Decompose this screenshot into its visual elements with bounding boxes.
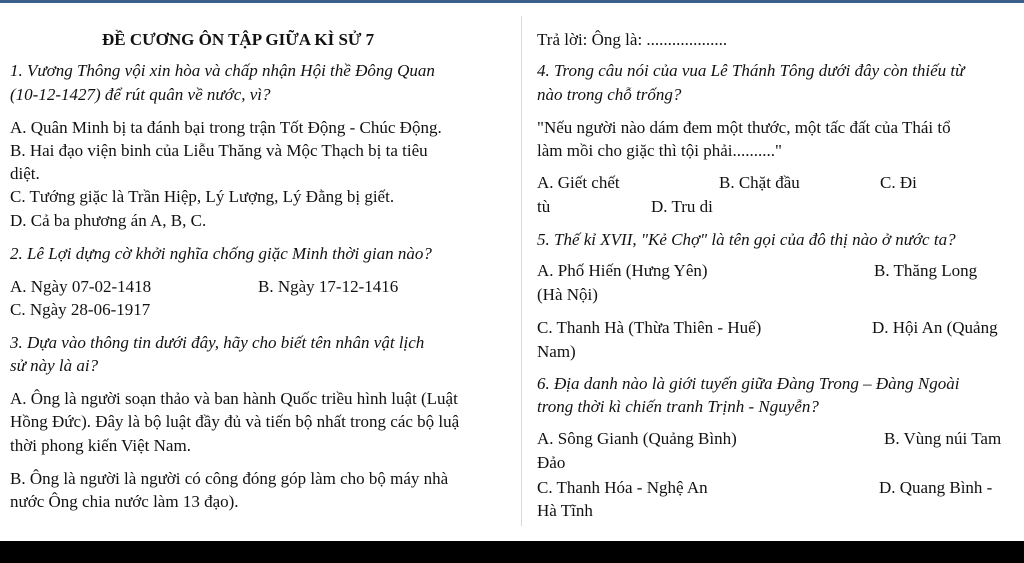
q2-option-c: C. Ngày 28-06-1917: [10, 300, 151, 319]
q4-option-d: D. Tru di: [651, 197, 713, 216]
q3-option-a-line1: A. Ông là người soạn thảo và ban hành Quốc triều hình luật (Luật: [10, 389, 458, 408]
q3-option-b-line1: B. Ông là người là người có công đóng góp làm cho bộ máy nhà: [10, 469, 449, 488]
q6-option-d: D. Quang Bình -: [879, 478, 993, 497]
q3-question-line1: 3. Dựa vào thông tin dưới đây, hãy cho biết tên nhân vật lịch: [10, 333, 425, 352]
q1-option-a: A. Quân Minh bị ta đánh bại trong trận Tốt Động - Chúc Động.: [10, 118, 442, 137]
q6-option-a: A. Sông Gianh (Quảng Bình): [537, 429, 737, 448]
q1-option-b-line1: B. Hai đạo viện binh của Liễu Thăng và Mộc Thạch bị ta tiêu: [10, 141, 428, 160]
q4-option-a: A. Giết chết: [537, 173, 620, 192]
q6-option-c: C. Thanh Hóa - Nghệ An: [537, 478, 708, 497]
q1-option-c: C. Tướng giặc là Trần Hiệp, Lý Lượng, Lý Đằng bị giết.: [10, 187, 395, 206]
q5-option-b-continued: (Hà Nội): [537, 285, 598, 304]
q5-question: 5. Thế kỉ XVII, "Kẻ Chợ" là tên gọi của đô thị nào ở nước ta?: [537, 230, 956, 249]
q1-option-d: D. Cả ba phương án A, B, C.: [10, 211, 207, 230]
q4-question-line2: nào trong chỗ trống?: [537, 85, 682, 104]
q6-option-b-continued: Đảo: [537, 453, 566, 472]
top-border: [0, 0, 1024, 3]
q6-option-b: B. Vùng núi Tam: [884, 429, 1002, 448]
q4-quote-line1: "Nếu người nào dám đem một thước, một tấc đất của Thái tổ: [537, 118, 951, 137]
column-divider: [521, 16, 522, 526]
q4-quote-line2: làm mồi cho giặc thì tội phải..........": [537, 141, 782, 160]
q5-option-d-continued: Nam): [537, 342, 576, 361]
q3-question-line2: sử này là ai?: [10, 356, 99, 375]
document-title: ĐỀ CƯƠNG ÔN TẬP GIỮA KÌ SỬ 7: [102, 30, 375, 49]
q4-option-c-continued: tù: [537, 197, 551, 216]
q6-question-line1: 6. Địa danh nào là giới tuyến giữa Đàng Trong – Đàng Ngoài: [537, 374, 960, 393]
q1-question-line1: 1. Vương Thông vội xin hòa và chấp nhận Hội thề Đông Quan: [10, 61, 435, 80]
q2-option-a: A. Ngày 07-02-1418: [10, 277, 152, 296]
q3-option-a-line3: thời phong kiến Việt Nam.: [10, 436, 191, 455]
q2-question: 2. Lê Lợi dựng cờ khởi nghĩa chống giặc Minh thời gian nào?: [10, 244, 432, 263]
q1-option-b-line2: diệt.: [10, 164, 40, 183]
q5-option-b: B. Thăng Long: [874, 261, 978, 280]
answer-line: Trả lời: Ông là: ...................: [537, 30, 728, 49]
q1-question-line2: (10-12-1427) để rút quân về nước, vì?: [10, 85, 271, 104]
q5-option-c: C. Thanh Hà (Thừa Thiên - Huế): [537, 318, 762, 337]
q4-option-b: B. Chặt đầu: [719, 173, 800, 192]
q2-option-b: B. Ngày 17-12-1416: [258, 277, 399, 296]
q4-question-line1: 4. Trong câu nói của vua Lê Thánh Tông dưới đây còn thiếu từ: [537, 61, 965, 80]
bottom-black-bar: [0, 541, 1024, 563]
q6-question-line2: trong thời kì chiến tranh Trịnh - Nguyễn?: [537, 397, 819, 416]
q3-option-b-line2: nước Ông chia nước làm 13 đạo).: [10, 492, 239, 511]
q4-option-c: C. Đi: [880, 173, 917, 192]
q5-option-d: D. Hội An (Quảng: [872, 318, 998, 337]
q5-option-a: A. Phố Hiến (Hưng Yên): [537, 261, 708, 280]
q3-option-a-line2: Hồng Đức). Đây là bộ luật đầy đủ và tiến bộ nhất trong các bộ luậ: [10, 412, 460, 431]
q6-option-d-continued: Hà Tĩnh: [537, 501, 593, 520]
